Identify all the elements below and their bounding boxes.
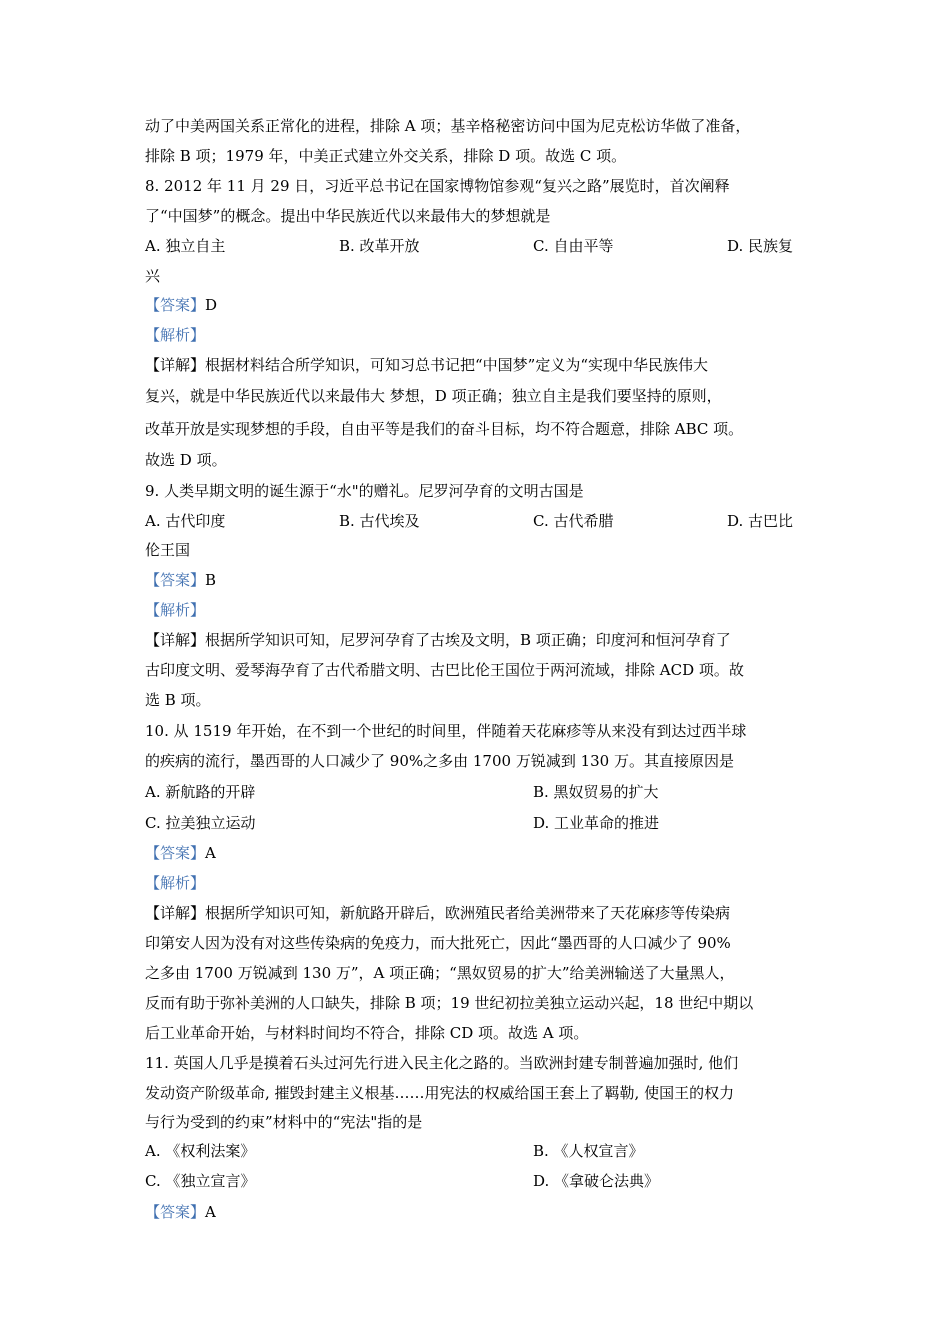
answer-label: 【答案】 [145, 844, 206, 862]
q11-stem-line-2: 发动资产阶级革命, 摧毁封建主义根基……用宪法的权威给国王套上了羁勒, 使国王的权力 [145, 1084, 735, 1102]
q8-stem-line-1: 8. 2012 年 11 月 29 日，习近平总书记在国家博物馆参观“复兴之路”展览时，首次阐释 [145, 177, 730, 195]
q9-detail-line-1 [145, 630, 731, 650]
q11-option-c: C. 《独立宣言》 [145, 1172, 256, 1190]
q8-option-c: C. 自由平等 [533, 237, 614, 255]
detail-label: 【详解】 [145, 904, 206, 922]
q11-option-d: D. 《拿破仑法典》 [533, 1172, 660, 1190]
detail-label: 【详解】 [145, 356, 206, 374]
q11-stem-line-1: 11. 英国人几乎是摸着石头过河先行进入民主化之路的。当欧洲封建专制普遍加强时, 他们 [145, 1054, 739, 1072]
q9-detail-text-1: 根据所学知识可知，尼罗河孕育了古埃及文明，B 项正确；印度河和恒河孕育了 [205, 631, 731, 649]
q9-option-b: B. 古代埃及 [339, 512, 420, 530]
q8-answer [145, 295, 217, 315]
q10-detail-line-5: 后工业革命开始，与材料时间均不符合，排除 CD 项。故选 A 项。 [145, 1024, 589, 1042]
q10-stem-line-1: 10. 从 1519 年开始，在不到一个世纪的时间里，伴随着天花麻疹等从来没有到达过西半球 [145, 722, 747, 740]
q10-detail-line-2: 印第安人因为没有对这些传染病的免疫力，而大批死亡，因此“墨西哥的人口减少了 90% [145, 934, 731, 952]
q11-answer-value: A [205, 1203, 216, 1221]
q9-option-c: C. 古代希腊 [533, 512, 614, 530]
q8-detail-line-3: 改革开放是实现梦想的手段，自由平等是我们的奋斗目标，均不符合题意，排除 ABC 项。 [145, 420, 744, 438]
q8-detail-text-1: 根据材料结合所学知识，可知习总书记把“中国梦”定义为“实现中华民族伟大 [205, 356, 709, 374]
q11-option-a: A. 《权利法案》 [145, 1142, 256, 1160]
q11-answer [145, 1202, 216, 1222]
q10-answer [145, 843, 216, 863]
q7-explanation-line-1: 动了中美两国关系正常化的进程，排除 A 项；基辛格秘密访问中国为尼克松访华做了准备， [145, 117, 751, 135]
q10-detail-line-4: 反而有助于弥补美洲的人口缺失，排除 B 项；19 世纪初拉美独立运动兴起，18 世纪中期以 [145, 994, 754, 1012]
q10-stem-line-2: 的疾病的流行，墨西哥的人口减少了 90%之多由 1700 万锐减到 130 万。其直接原因是 [145, 752, 734, 770]
q10-analysis-label: 【解析】 [145, 874, 206, 892]
q9-detail-line-2: 古印度文明、爱琴海孕育了古代希腊文明、古巴比伦王国位于两河流域，排除 ACD 项。故 [145, 661, 744, 679]
q10-answer-value: A [205, 844, 216, 862]
q10-option-d: D. 工业革命的推进 [533, 814, 660, 832]
q8-answer-value: D [205, 296, 218, 314]
q9-option-a: A. 古代印度 [145, 512, 226, 530]
q10-option-a: A. 新航路的开辟 [145, 783, 256, 801]
q10-detail-line-3: 之多由 1700 万锐减到 130 万”，A 项正确；“黑奴贸易的扩大”给美洲输送了大量黑人， [145, 964, 735, 982]
q8-option-d: D. 民族复 [727, 237, 794, 255]
q11-stem-line-3: 与行为受到的约束”材料中的“宪法"指的是 [145, 1113, 423, 1131]
q9-detail-line-3: 选 B 项。 [145, 691, 211, 709]
q8-detail-line-2: 复兴，就是中华民族近代以来最伟大 梦想，D 项正确；独立自主是我们要坚持的原则， [145, 387, 722, 405]
q8-stem-line-2: 了“中国梦”的概念。提出中华民族近代以来最伟大的梦想就是 [145, 207, 551, 225]
q8-detail-line-4: 故选 D 项。 [145, 451, 227, 469]
q8-analysis-label: 【解析】 [145, 326, 206, 344]
q7-explanation-line-2: 排除 B 项；1979 年，中美正式建立外交关系，排除 D 项。故选 C 项。 [145, 147, 627, 165]
answer-label: 【答案】 [145, 571, 206, 589]
q9-stem-line-1: 9. 人类早期文明的诞生源于“水"的赠礼。尼罗河孕育的文明古国是 [145, 482, 584, 500]
q9-answer-value: B [205, 571, 217, 589]
q10-option-c: C. 拉美独立运动 [145, 814, 256, 832]
q10-option-b: B. 黑奴贸易的扩大 [533, 783, 659, 801]
q9-option-d: D. 古巴比 [727, 512, 794, 530]
q8-option-b: B. 改革开放 [339, 237, 420, 255]
q10-detail-text-1: 根据所学知识可知，新航路开辟后，欧洲殖民者给美洲带来了天花麻疹等传染病 [205, 904, 731, 922]
q10-detail-line-1 [145, 903, 730, 923]
q9-answer [145, 570, 216, 590]
q8-detail-line-1 [145, 355, 708, 375]
q11-option-b: B. 《人权宣言》 [533, 1142, 644, 1160]
answer-label: 【答案】 [145, 296, 206, 314]
detail-label: 【详解】 [145, 631, 206, 649]
q8-option-d-wrap: 兴 [145, 267, 161, 285]
q8-option-a: A. 独立自主 [145, 237, 226, 255]
q9-analysis-label: 【解析】 [145, 601, 206, 619]
q9-option-d-wrap: 伦王国 [145, 541, 191, 559]
answer-label: 【答案】 [145, 1203, 206, 1221]
